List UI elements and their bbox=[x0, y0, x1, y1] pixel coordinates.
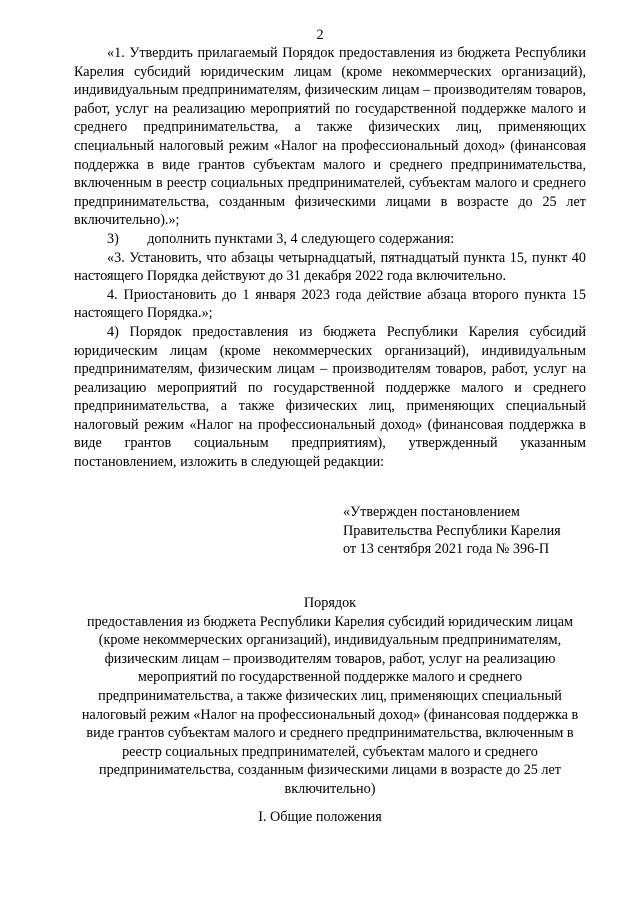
approval-line-2: Правительства Республики Карелия bbox=[343, 522, 561, 539]
paragraph-1: «1. Утвердить прилагаемый Порядок предоставления из бюджета Республики Карелия субсидий юридическим лицам (кроме некоммерческих организаций), индивидуальным предпринимателям, физическим лицам – производителям товаров, работ, услуг на реализацию мероприятий по государственной поддержке малого и среднего предпринимательства, а также физических лиц, применяющих специальный налоговый режим «Налог на профессиональный доход» (финансовая поддержка в виде грантов субъектам малого и среднего предпринимательства, включенным в реестр социальных предпринимателей, субъектам малого и среднего предпринимательства, созданным физическими лицами в возрасте до 25 лет включительно).»; bbox=[74, 45, 586, 229]
paragraph-3: «3. Установить, что абзацы четырнадцатый, пятнадцатый пункта 15, пункт 40 настоящего Порядка действуют до 31 декабря 2022 года включительно. bbox=[74, 249, 586, 285]
approval-stamp bbox=[343, 503, 603, 559]
order-subtitle: предоставления из бюджета Республики Карелия субсидий юридическим лицам (кроме некоммерческих организаций), индивидуальным предпринимателям, физическим лицам – производителям товаров, работ, услуг на реализацию мероприятий по государственной поддержке малого и среднего предпринимательства, а также физических лиц, применяющих специальный налоговый режим «Налог на профессиональный доход» (финансовая поддержка в виде грантов субъектам малого и среднего предпринимательства, включенным в реестр социальных предпринимателей, субъектам малого и среднего предпринимательства, созданным физическими лицами в возрасте до 25 лет включительно) bbox=[81, 613, 579, 797]
paragraph-2: 3) дополнить пунктами 3, 4 следующего содержания: bbox=[107, 230, 455, 247]
paragraph-4: 4. Приостановить до 1 января 2023 года действие абзаца второго пункта 15 настоящего Порядка.»; bbox=[74, 286, 586, 322]
order-title-block bbox=[74, 594, 586, 799]
page-number: 2 bbox=[316, 27, 324, 43]
approval-line-3: от 13 сентября 2021 года № 396-П bbox=[343, 541, 550, 558]
approval-line-1: «Утвержден постановлением bbox=[343, 504, 520, 520]
document-body bbox=[74, 44, 586, 472]
paragraph-5: 4) Порядок предоставления из бюджета Республики Карелия субсидий юридическим лицам (кроме некоммерческих организаций), индивидуальным предпринимателям, физическим лицам – производителям товаров, работ, услуг на реализацию мероприятий по государственной поддержке малого и среднего предпринимательства, а также физических лиц, применяющих специальный налоговый режим «Налог на профессиональный доход» (финансовая поддержка в виде грантов социальным предприятиям), утвержденный указанным постановлением, изложить в следующей редакции: bbox=[74, 323, 586, 471]
section-heading: I. Общие положения bbox=[258, 809, 382, 825]
order-title: Порядок bbox=[303, 595, 357, 611]
